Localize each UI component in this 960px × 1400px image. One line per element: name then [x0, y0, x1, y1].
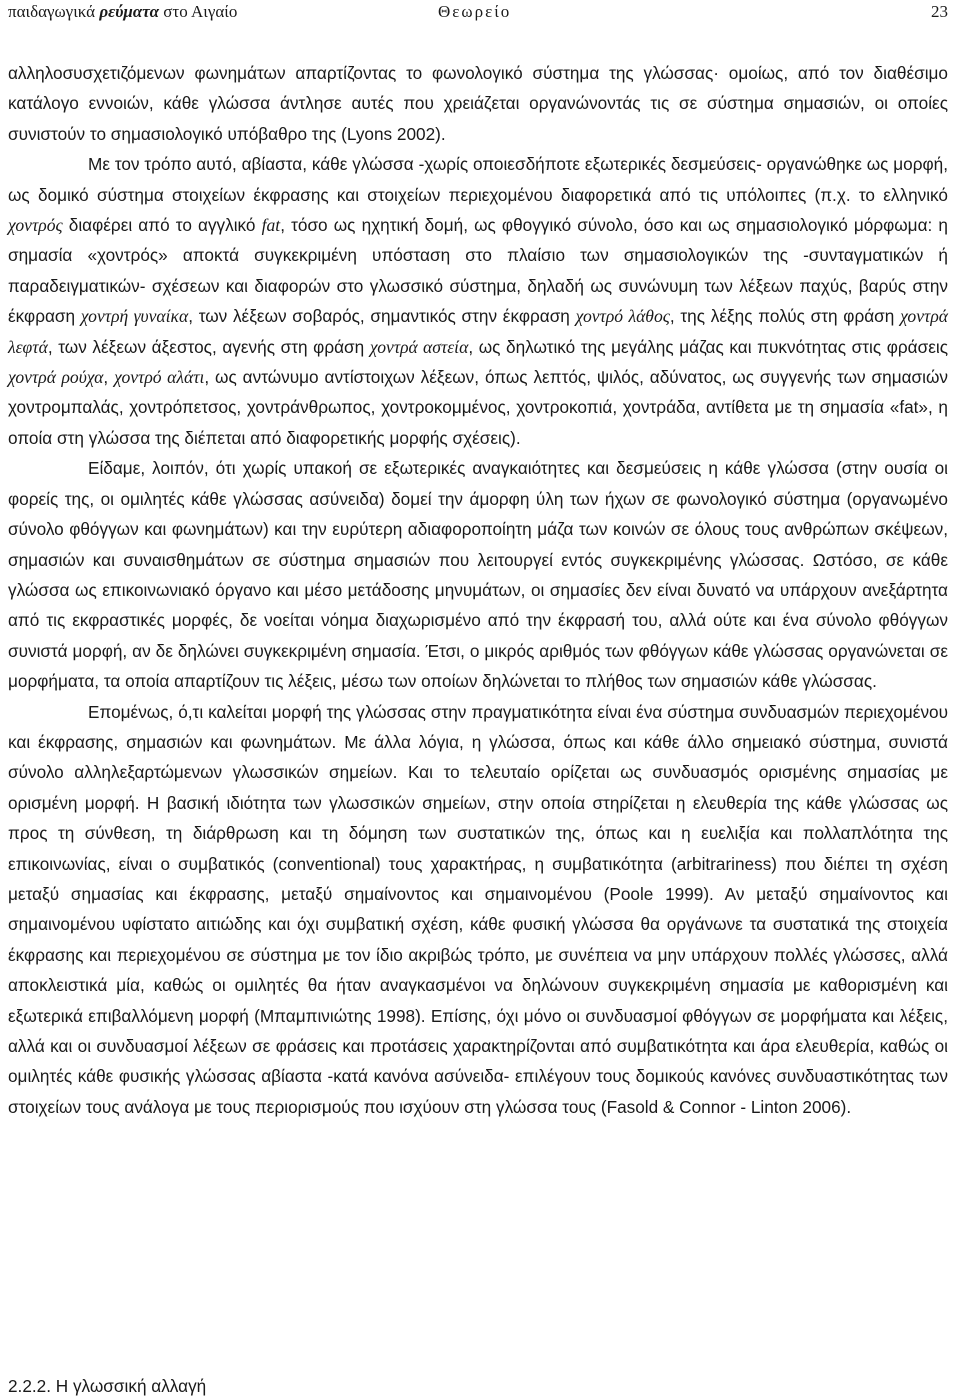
text-run: διαφέρει από το αγγλικό: [62, 215, 262, 236]
text-run: Επομένως, ό,τι καλείται μορφή της γλώσσας στην πραγματικότητα είναι ένα σύστημα συνδυασμών περιεχομένου και έκφρασης, σημασιών και φωνημάτων. Με άλλα λόγια, η γλώσσα, όπως και κάθε άλλο σημειακό σύστημα, συνιστά σύνολο αλληλεξαρτώμενων γλωσσικών σημείων. Και το τελευταίο ορίζεται ως συνδυασμός ορισμένης σημασίας με ορισμένη μορφή. Η βασική ιδιότητα των γλωσσικών σημείων, στην οποία στηρίζεται η ελευθερία της κάθε γλώσσας ως προς τη σύνθεση, τη διάρθρωση και τη δόμηση των συστατικών της, όπως και η ευελιξία και πολλαπλότητα της επικοινωνίας, είναι ο συμβατικός (conventional) τους χαρακτήρας, η συμβατικότητα (arbitrariness) που διέπει τη σχέση μεταξύ σημασίας και έκφρασης, μεταξύ σημαίνοντος και σημαινομένου (Poole 1999). Αν μεταξύ σημαίνοντος και σημαινομένου υφίστατο αιτιώδης και όχι συμβατική σχέση, κάθε φυσική γλώσσα θα οργάνωνε τα συστατικά της στοιχεία έκφρασης και περιεχομένου σε σύστημα με τον ίδιο ακριβώς τρόπο, με συνέπεια να μην υπάρχουν πολλές γλώσσες, αλλά αποκλειστικά μία, καθώς οι ομιλητές θα ήταν αναγκασμένοι να δηλώνουν συγκεκριμένη σημασία με καθορισμένη και εξωτερικά επιβαλλόμενη μορφή (Μπαμπινιώτης 1998). Επίσης, όχι μόνο οι συνδυασμοί φθόγγων σε μορφήματα και λέξεις, αλλά και οι συνδυασμοί λέξεων σε φράσεις και προτάσεις χαρακτηρίζονται από συμβατικότητα και άρα ελευθερία, καθώς οι ομιλητές κάθε φυσικής γλώσσας αβίαστα -κατά κανόνα ασύνειδα- επιλέγουν τους δομικούς κανόνες συνδυαστικότητας των στοιχείων τους ανάλογα με τους περιορισμούς που ισχύουν στη γλώσσα τους (Fasold & Connor - Linton 2006).: [8, 701, 948, 1117]
text-run: , τόσο ως ηχητική δομή, ως φθογγικό σύνολο, όσο και ως σημασιολογικό μόρφωμα: η σημασία «χοντρός» αποκτά συγκεκριμένη υπόσταση στο πλαίσιο των σημασιολογικών της -συνταγματικών ή παραδειγματικών- σχέσεων και διαφορών στο γλωσσικό σύστημα, δηλαδή ως συνώνυμη των λέξεων παχύς, βαρύς στην έκφραση: [8, 215, 948, 327]
journal-title-prefix: παιδαγωγικά: [8, 2, 96, 21]
text-run: αλληλοσυσχετιζόμενων φωνημάτων απαρτίζοντας το φωνολογικό σύστημα της γλώσσας· ομοίως, από τον διαθέσιμο κατάλογο εννοιών, κάθε γλώσσα άντλησε αυτές που χρειάζεται οργανώνοντάς τις σε σύστημα σημασιών, οι οποίες συνιστούν το σημασιολογικό υπόβαθρο της (Lyons 2002).: [8, 63, 948, 144]
italic-term: fat: [261, 215, 281, 236]
italic-term: χοντρά αστεία: [369, 336, 469, 357]
text-run: , ως δηλωτικό της μεγάλης μάζας και πυκνότητας στις φράσεις: [468, 336, 948, 357]
document-page: [8, 0, 949, 1396]
paragraph: [8, 453, 948, 696]
italic-term: χοντρό λάθος: [575, 306, 670, 327]
italic-term: χοντρό αλάτι: [114, 367, 205, 388]
journal-title: [8, 0, 237, 24]
text-run: Είδαμε, λοιπόν, ότι χωρίς υπακοή σε εξωτερικές αναγκαιότητες και δεσμεύσεις η κάθε γλώσσα (στην ουσία οι φορείς της, οι ομιλητές κάθε γλώσσας ασύνειδα) δομεί την άμορφη ύλη των ήχων σε φωνολογικό σύστημα (οργανωμένο σύνολο φθόγγων και φωνημάτων) και την ευρύτερη αδιαφοροποίητη μάζα των κοινών σε όλους τους ανθρώπων σκέψεων, σημασιών και συναισθημάτων σε σύστημα σημασιών που λειτουργεί εντός συγκεκριμένης γλώσσας. Ωστόσο, σε κάθε γλώσσα ως επικοινωνιακό όργανο και μέσο μετάδοσης μηνυμάτων, οι σημασίες δεν είναι δυνατό να υπάρχουν ανεξάρτητα από τις εκφραστικές μορφές, δε νοείται νόημα διαχωρισμένο από την έκφρασή του, αλλά ούτε και ένα σύνολο φθόγγων συνιστά μορφή, αν δε δηλώνει συγκεκριμένη σημασία. Έτσι, ο μικρός αριθμός των φθόγγων κάθε γλώσσας οργανώνεται σε μορφήματα, τα οποία απαρτίζουν τις λέξεις, μέσω των οποίων δηλώνεται το πλήθος των σημασιών κάθε γλώσσας.: [8, 458, 948, 692]
journal-title-suffix: στο Αιγαίο: [163, 2, 238, 21]
text-run: , των λέξεων άξεστος, αγενής στη φράση: [47, 336, 370, 357]
section-label: Θεωρείο: [438, 2, 512, 21]
paragraph: [8, 697, 948, 1123]
italic-term: χοντρός: [8, 215, 63, 236]
running-header: [8, 0, 948, 24]
text-run: , της λέξης πολύς στη φράση: [669, 306, 901, 327]
text-run: , ως αντώνυμο αντίστοιχων λέξεων, όπως λεπτός, ψιλός, αδύνατος, ως συγγενής των σημασιών χοντρομπαλάς, χοντρόπετσος, χοντράνθρωπος, χοντροκομμένος, χοντροκοπιά, χοντράδα, αντίθετα με τη σημασία «fat», η οποία στη γλώσσα της διέπεται από διαφορετικής μορφής σχέσεις).: [8, 367, 948, 448]
page-number: 23: [931, 2, 948, 21]
text-run: ,: [103, 367, 115, 388]
journal-title-emphasis: ρεύματα: [99, 2, 159, 21]
section-heading: 2.2.2. Η γλωσσική αλλαγή: [8, 1376, 207, 1396]
text-run: , των λέξεων σοβαρός, σημαντικός στην έκφραση: [188, 306, 576, 327]
paragraph: [8, 58, 948, 149]
italic-term: χοντρά λεφτά: [8, 306, 949, 357]
paragraph: [8, 149, 948, 453]
italic-term: χοντρά ρούχα: [8, 367, 104, 388]
body-text: [8, 58, 948, 1122]
italic-term: χοντρή γυναίκα: [80, 306, 189, 327]
text-run: Με τον τρόπο αυτό, αβίαστα, κάθε γλώσσα -χωρίς οποιεσδήποτε εξωτερικές δεσμεύσεις- οργανώθηκε ως μορφή, ως δομικό σύστημα στοιχείων έκφρασης και στοιχείων περιεχομένου διαφορετικά από τις υπόλοιπες (π.χ. το ελληνικό: [8, 154, 948, 205]
